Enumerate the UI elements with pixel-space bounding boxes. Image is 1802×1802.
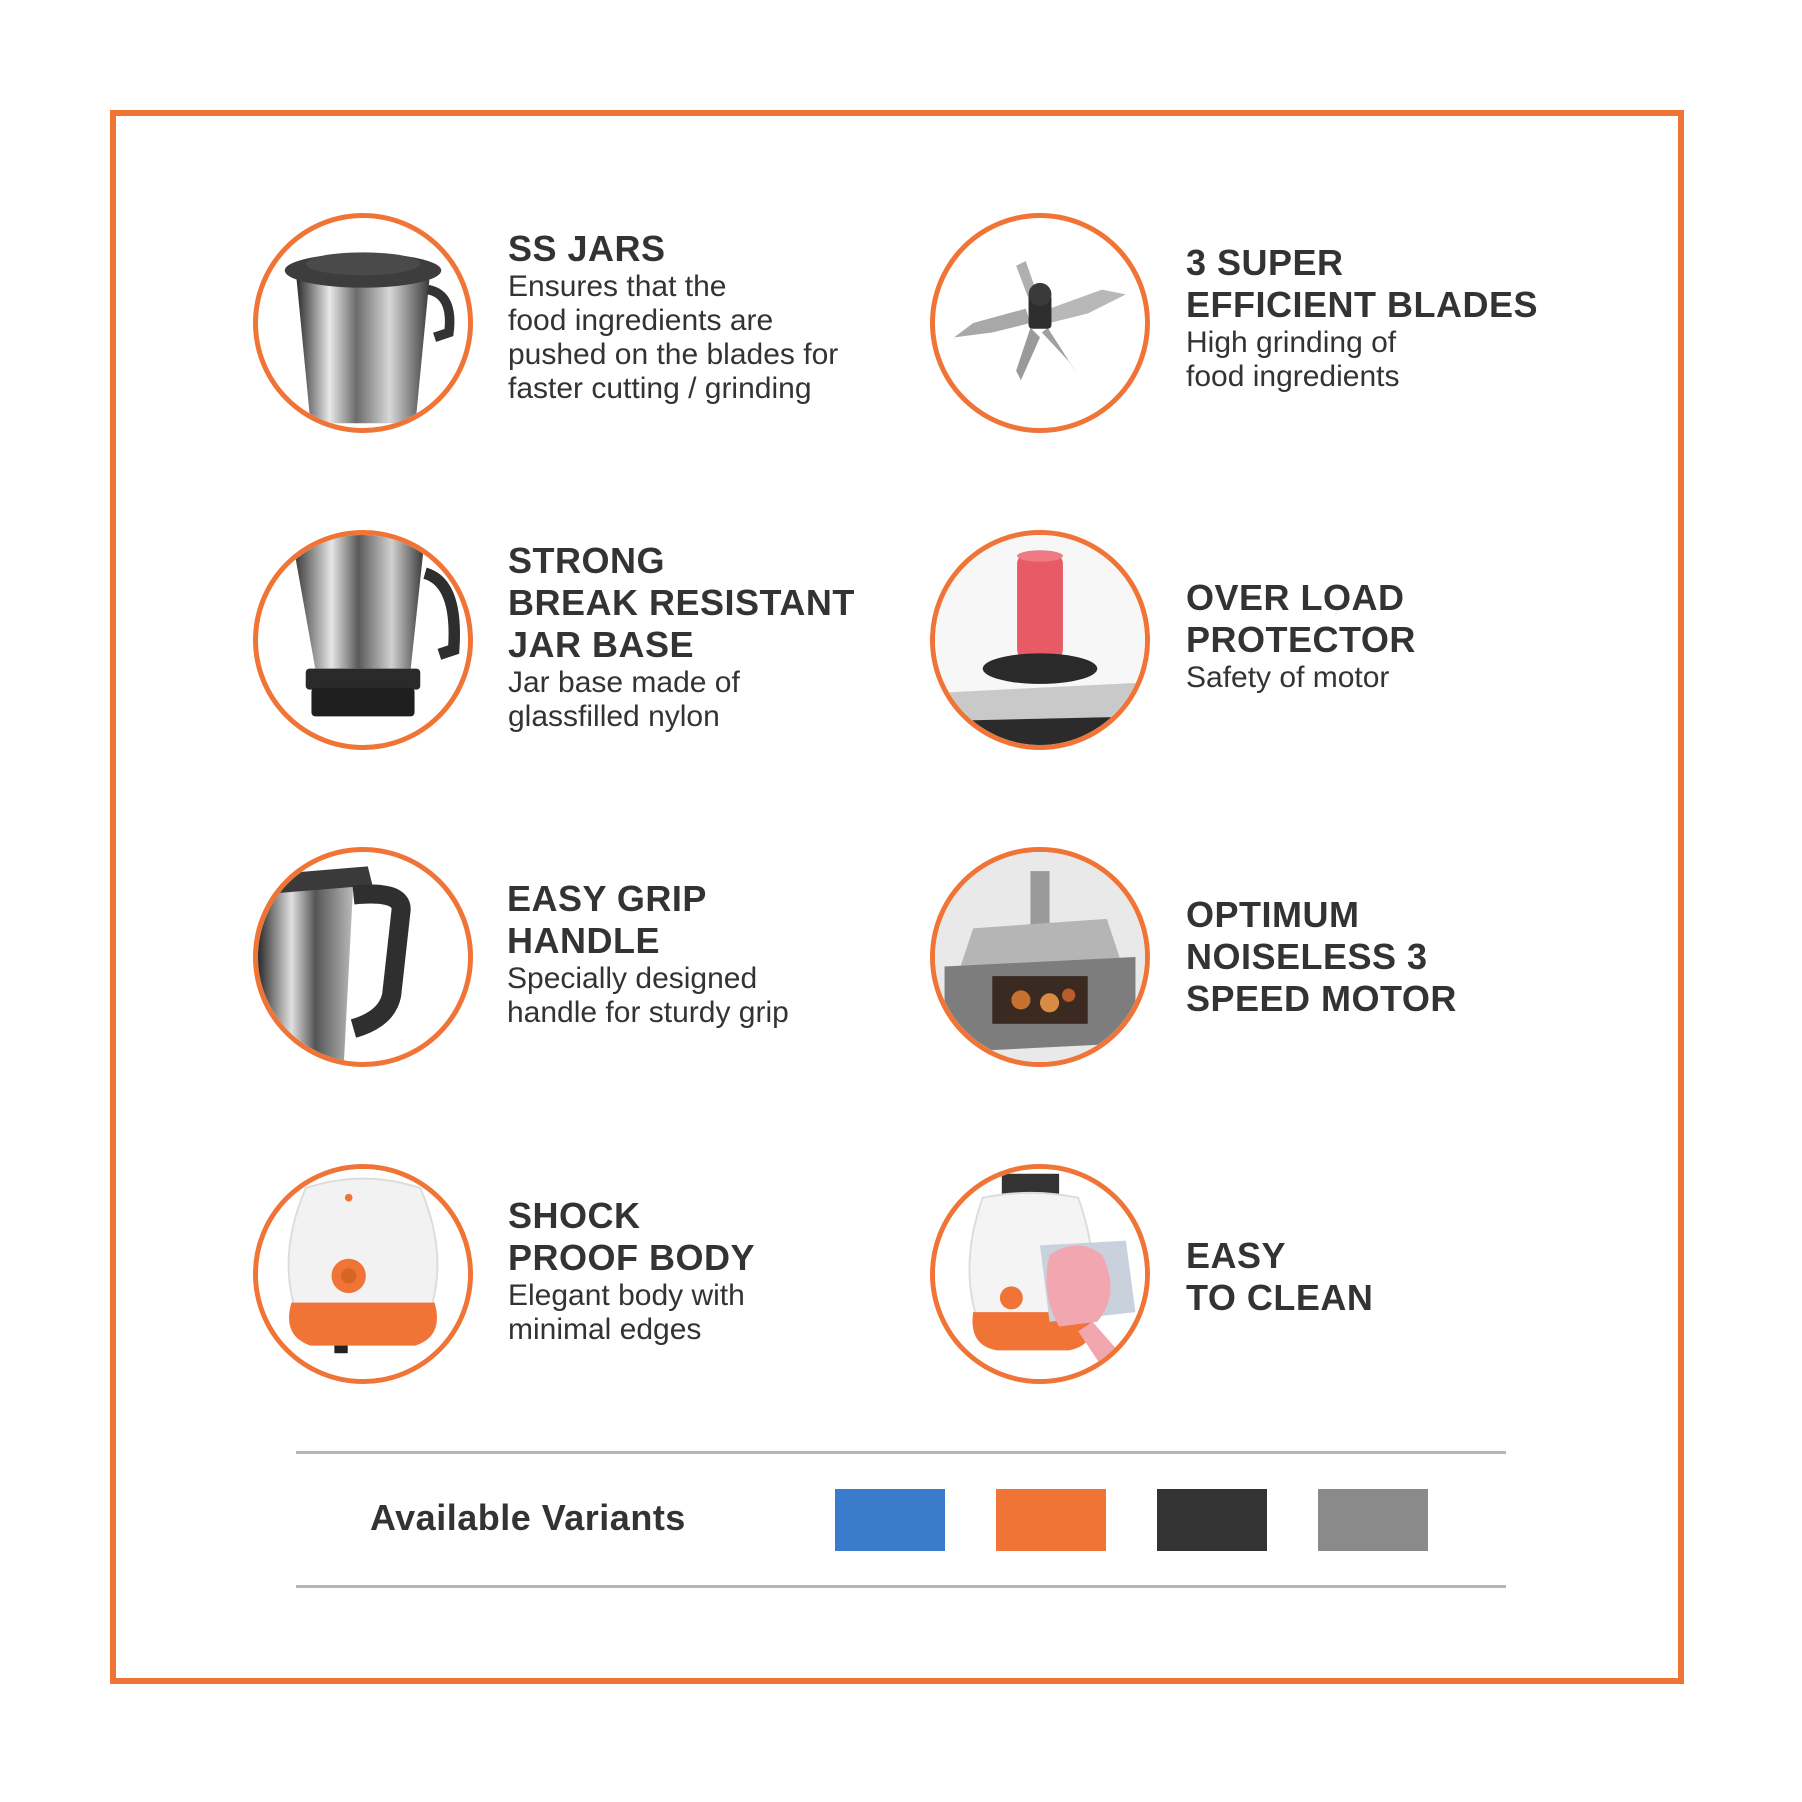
motor-icon (935, 852, 1145, 1062)
feature-description: Specially designed handle for sturdy grip (507, 962, 789, 1029)
jar-handle-image (253, 847, 473, 1067)
feature-description: Jar base made of glassfilled nylon (508, 666, 740, 733)
mixer-body-image (253, 1164, 473, 1384)
mixer-body-icon (258, 1169, 468, 1379)
blade-assembly-image (930, 213, 1150, 433)
variants-bottom-divider (296, 1585, 1506, 1588)
feature-description: Safety of motor (1186, 661, 1390, 694)
feature-description: High grinding of food ingredients (1186, 326, 1400, 393)
jar-base-image (253, 530, 473, 750)
variants-top-divider (296, 1451, 1506, 1454)
feature-title: 3 SUPER EFFICIENT BLADES (1186, 242, 1539, 325)
variant-swatch-grey[interactable] (1318, 1489, 1428, 1551)
feature-title: EASY TO CLEAN (1186, 1235, 1374, 1318)
overload-protector-image (930, 530, 1150, 750)
feature-title: OVER LOAD PROTECTOR (1186, 577, 1416, 660)
variant-swatch-orange[interactable] (996, 1489, 1106, 1551)
overload-button-icon (935, 535, 1145, 745)
jar-handle-icon (258, 852, 468, 1062)
cleaning-glove-icon (935, 1169, 1145, 1379)
stainless-steel-jar-image (253, 213, 473, 433)
feature-title: STRONG BREAK RESISTANT JAR BASE (508, 540, 855, 665)
stainless-steel-jar-icon (258, 218, 468, 428)
feature-description: Ensures that the food ingredients are pushed on the blades for faster cutting / grinding (508, 270, 839, 405)
jar-base-icon (258, 535, 468, 745)
variants-label: Available Variants (370, 1497, 686, 1538)
blade-icon (935, 218, 1145, 428)
feature-title: SHOCK PROOF BODY (508, 1195, 756, 1278)
cleaning-image (930, 1164, 1150, 1384)
motor-image (930, 847, 1150, 1067)
feature-description: Elegant body with minimal edges (508, 1279, 745, 1346)
variant-swatch-blue[interactable] (835, 1489, 945, 1551)
feature-title: EASY GRIP HANDLE (507, 878, 707, 961)
feature-title: OPTIMUM NOISELESS 3 SPEED MOTOR (1186, 894, 1457, 1019)
feature-title: SS JARS (508, 228, 666, 269)
variant-swatch-black[interactable] (1157, 1489, 1267, 1551)
